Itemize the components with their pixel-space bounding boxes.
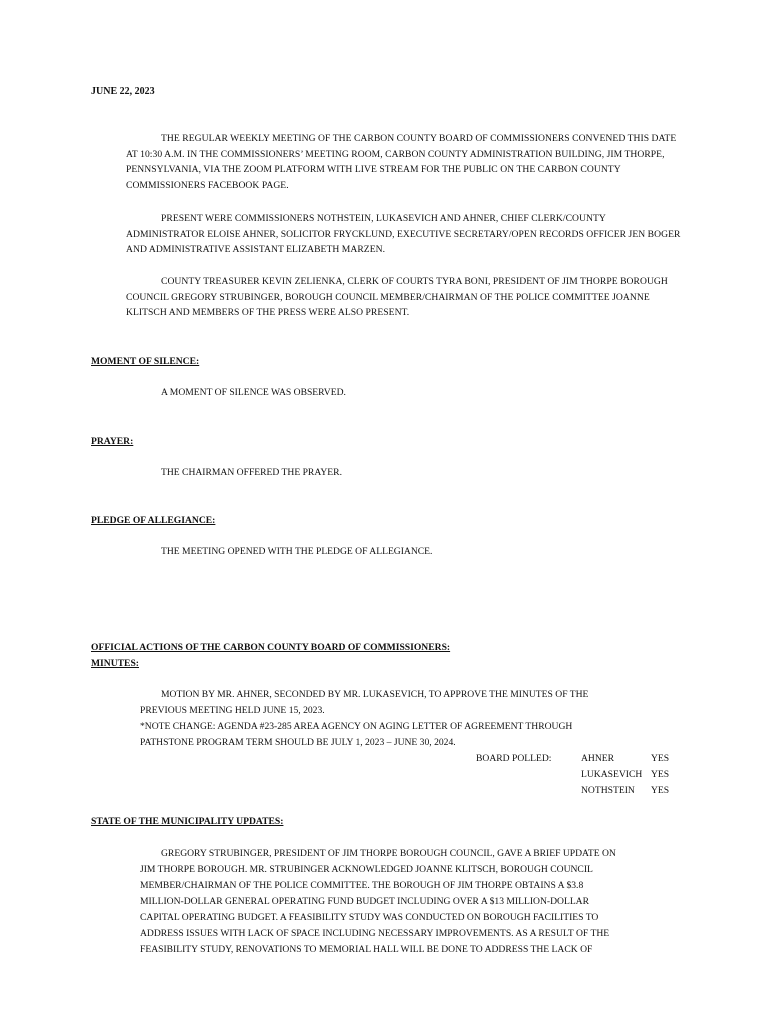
vote-value-ahner: YES: [651, 753, 670, 764]
minutes-line-1: MOTION BY MR. AHNER, SECONDED BY MR. LUKASEVICH, TO APPROVE THE MINUTES OF THE: [161, 689, 589, 700]
paragraph-also-present-text: COUNTY TREASURER KEVIN ZELIENKA, CLERK OF COURTS TYRA BONI, PRESIDENT OF JIM THORPE BOROUGH COUNCIL GREGORY STRUBINGER, BOROUGH COUNCIL MEMBER/CHAIRMAN OF THE POLICE COMMITTEE JOANNE KLITSCH AND MEMBERS OF THE PRESS WERE ALSO PRESENT.: [126, 276, 668, 318]
municipality-line: FEASIBILITY STUDY, RENOVATIONS TO MEMORIAL HALL WILL BE DONE TO ADDRESS THE LACK OF: [140, 944, 593, 955]
heading-pledge: PLEDGE OF ALLEGIANCE:: [91, 515, 216, 526]
paragraph-convened-text: THE REGULAR WEEKLY MEETING OF THE CARBON COUNTY BOARD OF COMMISSIONERS CONVENED THIS DATE AT 10:30 A.M. IN THE COMMISSIONERS’ MEETING ROOM, CARBON COUNTY ADMINISTRATION BUILDING, JIM THORPE, PENNSYLVANIA, VIA THE ZOOM PLATFORM WITH LIVE STREAM FOR THE PUBLIC ON THE CARBON COUNTY COMMISSIONERS FACEBOOK PAGE.: [126, 133, 677, 191]
vote-value-lukasevich: YES: [651, 769, 670, 780]
municipality-line: ADDRESS ISSUES WITH LACK OF SPACE INCLUDING NECESSARY IMPROVEMENTS. AS A RESULT OF THE: [140, 928, 610, 939]
pledge-text: THE MEETING OPENED WITH THE PLEDGE OF ALLEGIANCE.: [161, 546, 433, 557]
paragraph-present: [126, 211, 686, 258]
meeting-date: JUNE 22, 2023: [91, 86, 155, 97]
prayer-text: THE CHAIRMAN OFFERED THE PRAYER.: [161, 467, 342, 478]
minutes-line-2: PREVIOUS MEETING HELD JUNE 15, 2023.: [140, 705, 325, 716]
vote-value-nothstein: YES: [651, 785, 670, 796]
heading-municipality-updates: STATE OF THE MUNICIPALITY UPDATES:: [91, 816, 284, 827]
municipality-line: JIM THORPE BOROUGH. MR. STRUBINGER ACKNOWLEDGED JOANNE KLITSCH, BOROUGH COUNCIL: [140, 864, 593, 875]
heading-official-actions: OFFICIAL ACTIONS OF THE CARBON COUNTY BOARD OF COMMISSIONERS:: [91, 642, 451, 653]
paragraph-convened: [126, 131, 686, 193]
vote-name-ahner: AHNER: [581, 753, 615, 764]
municipality-line: MILLION-DOLLAR GENERAL OPERATING FUND BUDGET INCLUDING OVER A $13 MILLION-DOLLAR: [140, 896, 590, 907]
municipality-line: GREGORY STRUBINGER, PRESIDENT OF JIM THORPE BOROUGH COUNCIL, GAVE A BRIEF UPDATE ON: [161, 848, 616, 859]
heading-moment-of-silence: MOMENT OF SILENCE:: [91, 356, 200, 367]
heading-minutes: MINUTES:: [91, 658, 139, 669]
minutes-line-3: *NOTE CHANGE: AGENDA #23-285 AREA AGENCY ON AGING LETTER OF AGREEMENT THROUGH: [140, 721, 573, 732]
board-polled-label: BOARD POLLED:: [476, 753, 552, 764]
municipality-line: CAPITAL OPERATING BUDGET. A FEASIBILITY STUDY WAS CONDUCTED ON BOROUGH FACILITIES TO: [140, 912, 599, 923]
heading-prayer: PRAYER:: [91, 436, 134, 447]
moment-of-silence-text: A MOMENT OF SILENCE WAS OBSERVED.: [161, 387, 346, 398]
municipality-line: MEMBER/CHAIRMAN OF THE POLICE COMMITTEE. THE BOROUGH OF JIM THORPE OBTAINS A $3.8: [140, 880, 584, 891]
minutes-line-4: PATHSTONE PROGRAM TERM SHOULD BE JULY 1, 2023 – JUNE 30, 2024.: [140, 737, 456, 748]
paragraph-present-text: PRESENT WERE COMMISSIONERS NOTHSTEIN, LUKASEVICH AND AHNER, CHIEF CLERK/COUNTY ADMINISTRATOR ELOISE AHNER, SOLICITOR FRYCKLUND, EXECUTIVE SECRETARY/OPEN RECORDS OFFICER JEN BOGER AND ADMINISTRATIVE ASSISTANT ELIZABETH MARZEN.: [126, 213, 681, 255]
vote-name-nothstein: NOTHSTEIN: [581, 785, 635, 796]
vote-name-lukasevich: LUKASEVICH: [581, 769, 643, 780]
paragraph-also-present: [126, 274, 686, 321]
